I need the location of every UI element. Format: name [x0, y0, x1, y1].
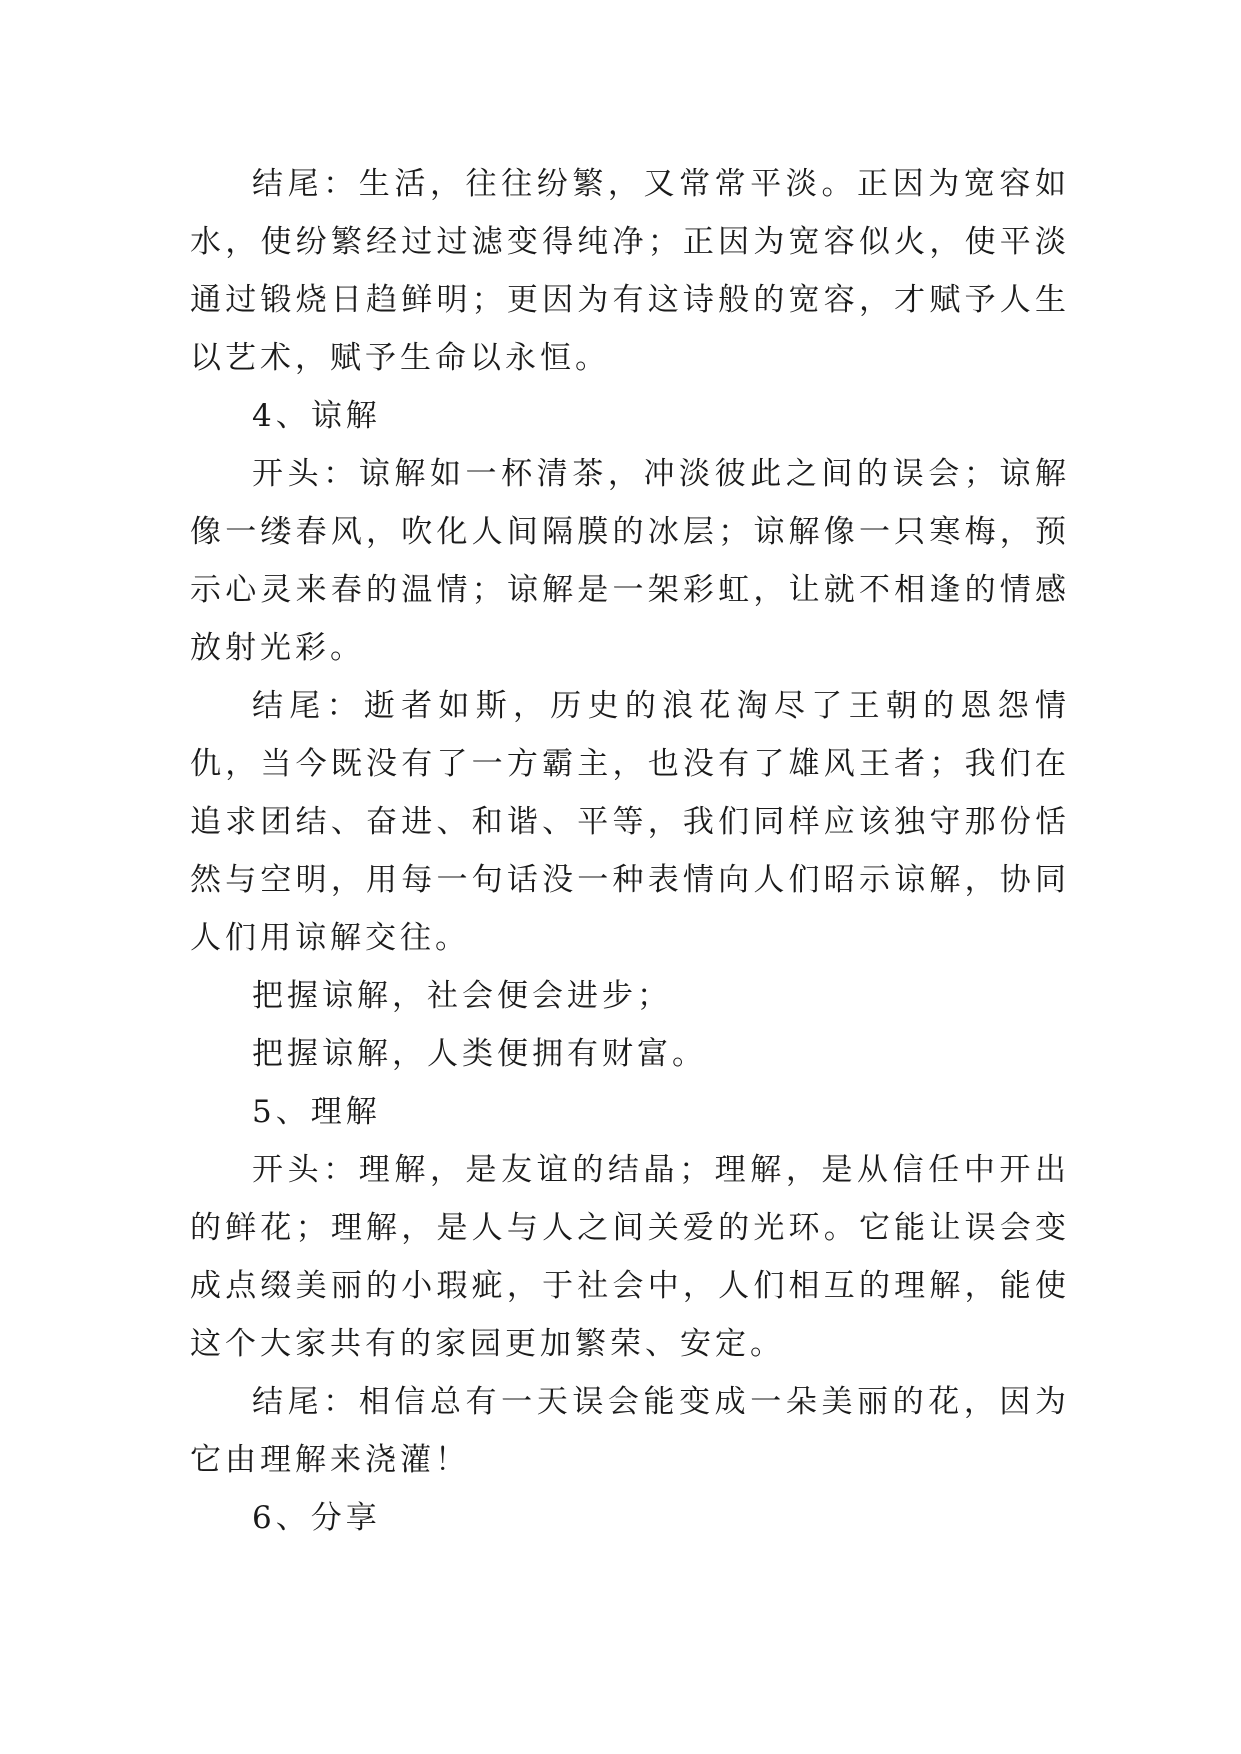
heading-fenxiang: 6、分享 — [252, 1500, 381, 1536]
heading-lijie: 5、理解 — [252, 1094, 381, 1130]
paragraph-lijie-opening: 开头：理解，是友谊的结晶；理解，是从信任中开出的鲜花；理解，是人与人之间关爱的光环。它能让误会变成点缀美丽的小瑕疵，于社会中，人们相互的理解，能使这个大家共有的家园更加繁荣、安定。 — [190, 1152, 1070, 1362]
document-body — [190, 155, 1070, 1547]
heading-liangjie: 4、谅解 — [252, 398, 381, 434]
paragraph-liangjie-opening: 开头：谅解如一杯清茶，冲淡彼此之间的误会；谅解像一缕春风，吹化人间隔膜的冰层；谅解像一只寒梅，预示心灵来春的温情；谅解是一架彩虹，让就不相逢的情感放射光彩。 — [190, 456, 1070, 666]
paragraph-liangjie-line-1: 把握谅解，社会便会进步； — [252, 978, 672, 1014]
paragraph-kuanrong-ending: 结尾：生活，往往纷繁，又常常平淡。正因为宽容如水，使纷繁经过过滤变得纯净；正因为宽容似火，使平淡通过锻烧日趋鲜明；更因为有这诗般的宽容，才赋予人生以艺术，赋予生命以永恒。 — [190, 166, 1070, 376]
paragraph-lijie-ending: 结尾：相信总有一天误会能变成一朵美丽的花，因为它由理解来浇灌！ — [190, 1384, 1070, 1478]
paragraph-liangjie-ending: 结尾：逝者如斯，历史的浪花淘尽了王朝的恩怨情仇，当今既没有了一方霸主，也没有了雄风王者；我们在追求团结、奋进、和谐、平等，我们同样应该独守那份恬然与空明，用每一句话没一种表情向人们昭示谅解，协同人们用谅解交往。 — [190, 688, 1070, 956]
paragraph-liangjie-line-2: 把握谅解，人类便拥有财富。 — [252, 1036, 707, 1072]
